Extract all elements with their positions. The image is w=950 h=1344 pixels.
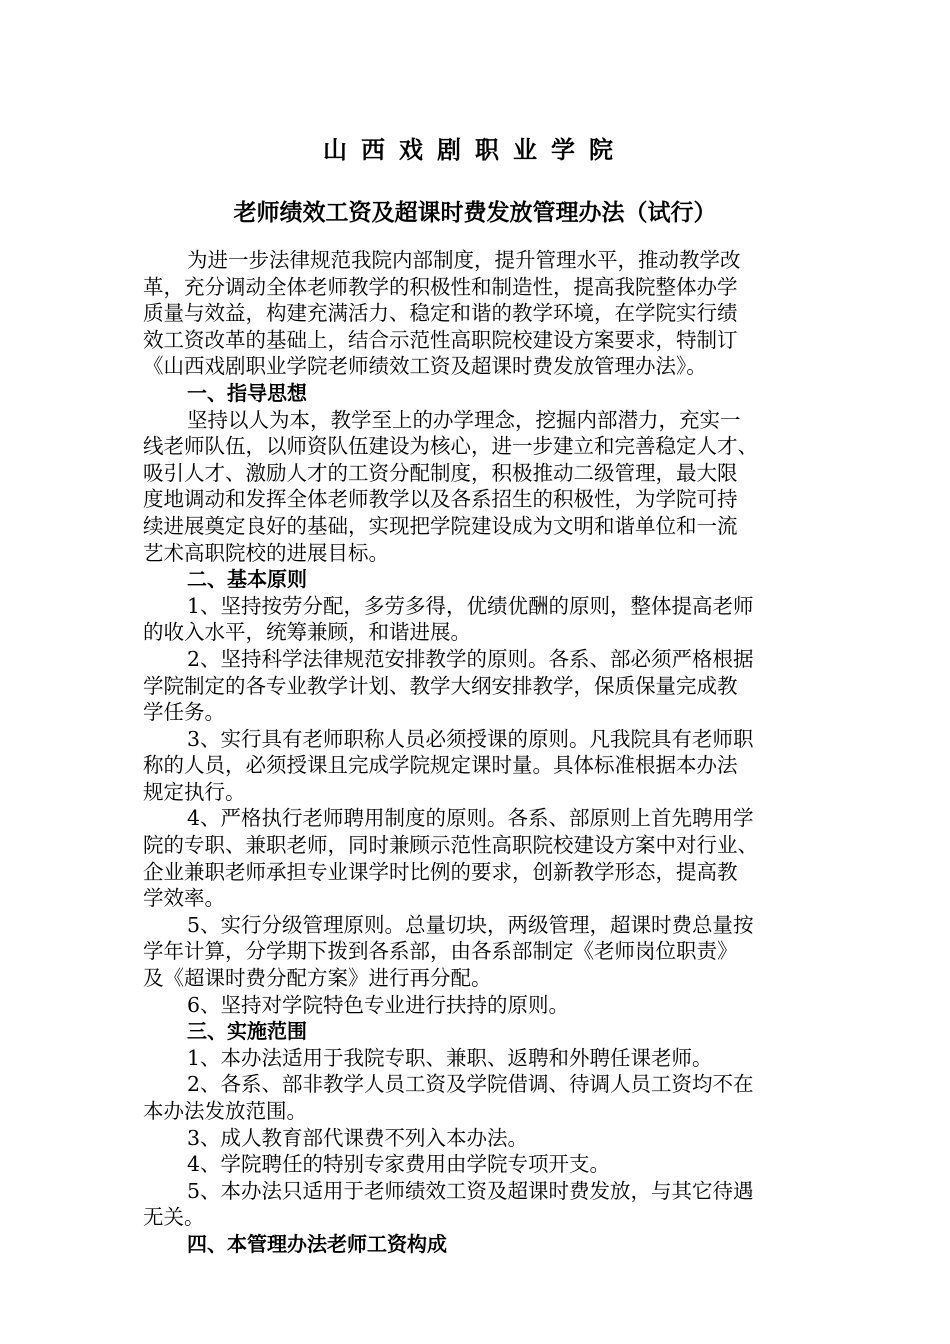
section-heading: 四、本管理办法老师工资构成	[187, 1231, 447, 1256]
paragraph-line: 为进一步法律规范我院内部制度，提升管理水平，推动教学改	[187, 248, 741, 272]
paragraph-line: 及《超课时费分配方案》进行再分配。	[143, 966, 492, 991]
section-heading: 二、基本原则	[187, 567, 307, 592]
paragraph-line: 3、实行具有老师职称人员必须授课的原则。凡我院具有老师职	[187, 726, 754, 751]
paragraph-line: 线老师队伍，以师资队伍建设为核心，进一步建立和完善稳定人才、	[143, 434, 758, 459]
paragraph-line: 4、严格执行老师聘用制度的原则。各系、部原则上首先聘用学	[187, 806, 754, 831]
paragraph-line: 学年计算，分学期下拨到各系部，由各系部制定《老师岗位职责》	[143, 939, 738, 964]
paragraph-line: 院的专职、兼职老师，同时兼顾示范性高职院校建设方案中对行业、	[143, 833, 758, 858]
document-body	[143, 247, 807, 1258]
paragraph-line: 企业兼职老师承担专业课学时比例的要求，创新教学形态，提高教	[143, 859, 738, 884]
paragraph-line: 2、坚持科学法律规范安排教学的原则。各系、部必须严格根据	[187, 646, 754, 671]
paragraph-line: 的收入水平，统筹兼顾，和谐进展。	[143, 620, 471, 645]
paragraph-line: 3、成人教育部代课费不列入本办法。	[187, 1125, 529, 1150]
paragraph-line: 4、学院聘任的特别专家费用由学院专项开支。	[187, 1152, 611, 1177]
paragraph-line: 本办法发放范围。	[143, 1099, 307, 1123]
paragraph-line: 5、本办法只适用于老师绩效工资及超课时费发放，与其它待遇	[187, 1178, 754, 1203]
paragraph-line: 学效率。	[143, 886, 225, 911]
paragraph-line: 续进展奠定良好的基础，实现把学院建设成为文明和谐单位和一流	[143, 513, 738, 538]
paragraph-line: 度地调动和发挥全体老师教学以及各系招生的积极性，为学院可持	[143, 487, 738, 512]
paragraph-line: 1、坚持按劳分配，多劳多得，优绩优酬的原则，整体提高老师	[187, 593, 754, 618]
paragraph-line: 规定执行。	[143, 779, 246, 804]
paragraph-line: 学任务。	[143, 700, 225, 725]
paragraph-line: 革，充分调动全体老师教学的积极性和制造性，提高我院整体办学	[143, 274, 738, 299]
paragraph-line: 2、各系、部非教学人员工资及学院借调、待调人员工资均不在	[187, 1072, 754, 1097]
document-title: 山西戏剧职业学院	[323, 136, 627, 164]
paragraph-line: 效工资改革的基础上，结合示范性高职院校建设方案要求，特制订	[143, 327, 738, 352]
paragraph-line: 称的人员，必须授课且完成学院规定课时量。具体标准根据本办法	[143, 753, 738, 778]
paragraph-line: 1、本办法适用于我院专职、兼职、返聘和外聘任课老师。	[187, 1045, 713, 1070]
paragraph-line: 坚持以人为本，教学至上的办学理念，挖掘内部潜力，充实一	[187, 407, 741, 432]
section-heading: 三、实施范围	[187, 1019, 307, 1044]
paragraph-line: 无关。	[143, 1205, 205, 1230]
document-subtitle: 老师绩效工资及超课时费发放管理办法（试行）	[233, 200, 717, 226]
paragraph-line: 吸引人才、激励人才的工资分配制度，积极推动二级管理，最大限	[143, 460, 738, 485]
paragraph-line: 艺术高职院校的进展目标。	[143, 540, 389, 565]
paragraph-line: 5、实行分级管理原则。总量切块，两级管理，超课时费总量按	[187, 912, 754, 937]
paragraph-line: 学院制定的各专业教学计划、教学大纲安排教学，保质保量完成教	[143, 673, 738, 698]
section-heading: 一、指导思想	[187, 380, 307, 405]
paragraph-line: 6、坚持对学院特色专业进行扶持的原则。	[187, 992, 570, 1017]
paragraph-line: 《山西戏剧职业学院老师绩效工资及超课时费发放管理办法》。	[143, 354, 707, 379]
paragraph-line: 质量与效益，构建充满活力、稳定和谐的教学环境，在学院实行绩	[143, 301, 738, 326]
